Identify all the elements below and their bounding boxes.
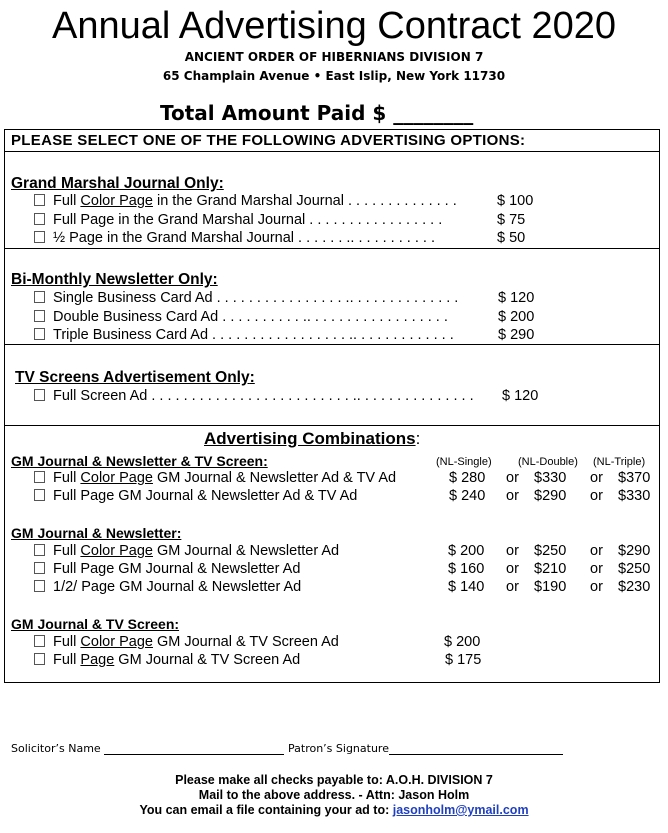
checkbox[interactable] [34,580,45,592]
option-label: 1/2/ Page GM Journal & Newsletter Ad [53,579,302,595]
option-label: GM Journal & TV Screen Ad [152,634,339,650]
option-row[interactable] [34,327,454,344]
mail-address-note: Mail to the above address. - Attn: Jason Holm [198,788,470,802]
combination-group-title: GM Journal & TV Screen: [11,616,180,632]
checkbox[interactable] [34,291,45,303]
option-row[interactable] [34,290,458,307]
checkbox[interactable] [34,562,45,574]
option-label: GM Journal & Newsletter Ad [152,543,340,559]
option-label: Full [53,652,81,668]
option-price: $ 75 [497,212,526,228]
price-nl-triple: $370 [618,470,651,486]
option-label: Single Business Card Ad [53,290,213,306]
option-label: Full [53,470,81,486]
column-header-nl-triple: (NL-Triple) [593,456,646,468]
leader-dots: . . . . . . . . . . . . . . . . . .. . . . . . . . . . . . . [208,327,454,343]
or-separator: or [590,579,603,595]
column-header-nl-single: (NL-Single) [436,456,492,468]
checkbox[interactable] [34,213,45,225]
option-label: Full Screen Ad [53,388,148,404]
option-label: GM Journal & Newsletter Ad & TV Ad [152,470,397,486]
price-nl-triple: $290 [618,543,651,559]
divider [4,344,660,345]
or-separator: or [506,579,519,595]
or-separator: or [506,543,519,559]
newsletter-section-title: Bi-Monthly Newsletter Only: [11,271,218,288]
or-separator: or [506,488,519,504]
price-nl-double: $210 [534,561,567,577]
option-row[interactable] [34,652,300,669]
checkbox[interactable] [34,544,45,556]
checkbox[interactable] [34,489,45,501]
leader-dots: . . . . . . .. . . . . . . . . . . [294,230,435,246]
organization-address: 65 Champlain Avenue • East Islip, New York 11730 [162,69,506,83]
option-label: GM Journal & TV Screen Ad [114,652,301,668]
option-price: $ 50 [497,230,526,246]
checkbox[interactable] [34,653,45,665]
price-nl-single: $ 140 [448,579,485,595]
option-row[interactable] [34,193,457,210]
email-note: You can email a file containing your ad to: jasonholm@ymail.com [139,803,529,817]
price-nl-double: $330 [534,470,567,486]
option-price: $ 200 [498,309,535,325]
column-header-nl-double: (NL-Double) [518,456,578,468]
leader-dots: . . . . . . . . . . . . . . [343,193,457,209]
option-label: Full [53,543,81,559]
organization-name: ANCIENT ORDER OF HIBERNIANS DIVISION 7 [184,50,484,64]
price-nl-single: $ 280 [449,470,486,486]
price-nl-double: $290 [534,488,567,504]
option-label: ½ Page in the Grand Marshal Journal [53,230,294,246]
option-row[interactable] [34,634,339,651]
solicitor-name-field[interactable]: Solicitor’s Name [11,742,284,755]
or-separator: or [506,561,519,577]
price-nl-single: $ 200 [444,634,481,650]
leader-dots: . . . . . . . . . . .. . . . . . . . . . . . . . . . . . [218,309,448,325]
price-nl-triple: $250 [618,561,651,577]
or-separator: or [590,488,603,504]
option-label-underlined: Color Page [80,470,153,486]
email-link[interactable]: jasonholm@ymail.com [392,803,529,817]
leader-dots: . . . . . . . . . . . . . . . . . . . . . . . . . .. . . . . . . . . . . . . . . [147,388,474,404]
divider [4,248,660,249]
option-price: $ 120 [498,290,535,306]
price-nl-single: $ 175 [445,652,482,668]
option-price: $ 120 [502,388,539,404]
leader-dots: . . . . . . . . . . . . . . . . . [305,212,443,228]
checkbox[interactable] [34,328,45,340]
option-label: in the Grand Marshal Journal [152,193,344,209]
checkbox[interactable] [34,635,45,647]
option-price: $ 290 [498,327,535,343]
checkbox[interactable] [34,471,45,483]
price-nl-double: $190 [534,579,567,595]
options-header: PLEASE SELECT ONE OF THE FOLLOWING ADVERTISING OPTIONS: [11,132,526,149]
or-separator: or [590,561,603,577]
option-row[interactable] [34,470,396,487]
checkbox[interactable] [34,310,45,322]
checkbox[interactable] [34,194,45,206]
divider [4,151,660,152]
contract-title: Annual Advertising Contract 2020 [51,5,617,47]
option-label: Full Page in the Grand Marshal Journal [53,212,306,228]
price-nl-triple: $230 [618,579,651,595]
checks-payable-note: Please make all checks payable to: A.O.H. DIVISION 7 [175,773,493,787]
option-label: Full Page GM Journal & Newsletter Ad [53,561,301,577]
combination-group-title: GM Journal & Newsletter: [11,525,182,541]
option-label: Full [53,634,81,650]
leader-dots: . . . . . . . . . . . . . . . . .. . . . . . . . . . . . . . [212,290,459,306]
tv-section-title: TV Screens Advertisement Only: [15,369,255,386]
price-nl-single: $ 160 [448,561,485,577]
price-nl-triple: $330 [618,488,651,504]
checkbox[interactable] [34,231,45,243]
option-row[interactable] [34,212,442,229]
patron-signature-field[interactable]: Patron’s Signature [288,742,563,755]
option-label-underlined: Color Page [80,543,153,559]
option-row[interactable] [34,488,357,505]
option-row[interactable] [34,230,435,247]
option-row[interactable] [34,543,339,560]
option-row[interactable] [34,309,448,326]
option-label-underlined: Page [80,652,115,668]
option-row[interactable] [34,579,301,596]
option-row[interactable] [34,388,474,405]
divider [4,425,660,426]
combinations-title: Advertising Combinations: [204,429,421,448]
option-row[interactable] [34,561,300,578]
grand-marshal-section-title: Grand Marshal Journal Only: [11,175,224,192]
option-label: Full [53,193,81,209]
or-separator: or [590,543,603,559]
combination-group-title: GM Journal & Newsletter & TV Screen: [11,453,268,469]
total-amount-paid-field[interactable]: Total Amount Paid $ ________ [160,101,474,125]
option-price: $ 100 [497,193,534,209]
price-nl-double: $250 [534,543,567,559]
checkbox[interactable] [34,389,45,401]
option-label: Double Business Card Ad [53,309,219,325]
or-separator: or [590,470,603,486]
option-label-underlined: Color Page [80,634,153,650]
option-label-underlined: Color Page [80,193,153,209]
or-separator: or [506,470,519,486]
price-nl-single: $ 240 [449,488,486,504]
option-label: Full Page GM Journal & Newsletter Ad & TV Ad [53,488,358,504]
option-label: Triple Business Card Ad [53,327,209,343]
price-nl-single: $ 200 [448,543,485,559]
